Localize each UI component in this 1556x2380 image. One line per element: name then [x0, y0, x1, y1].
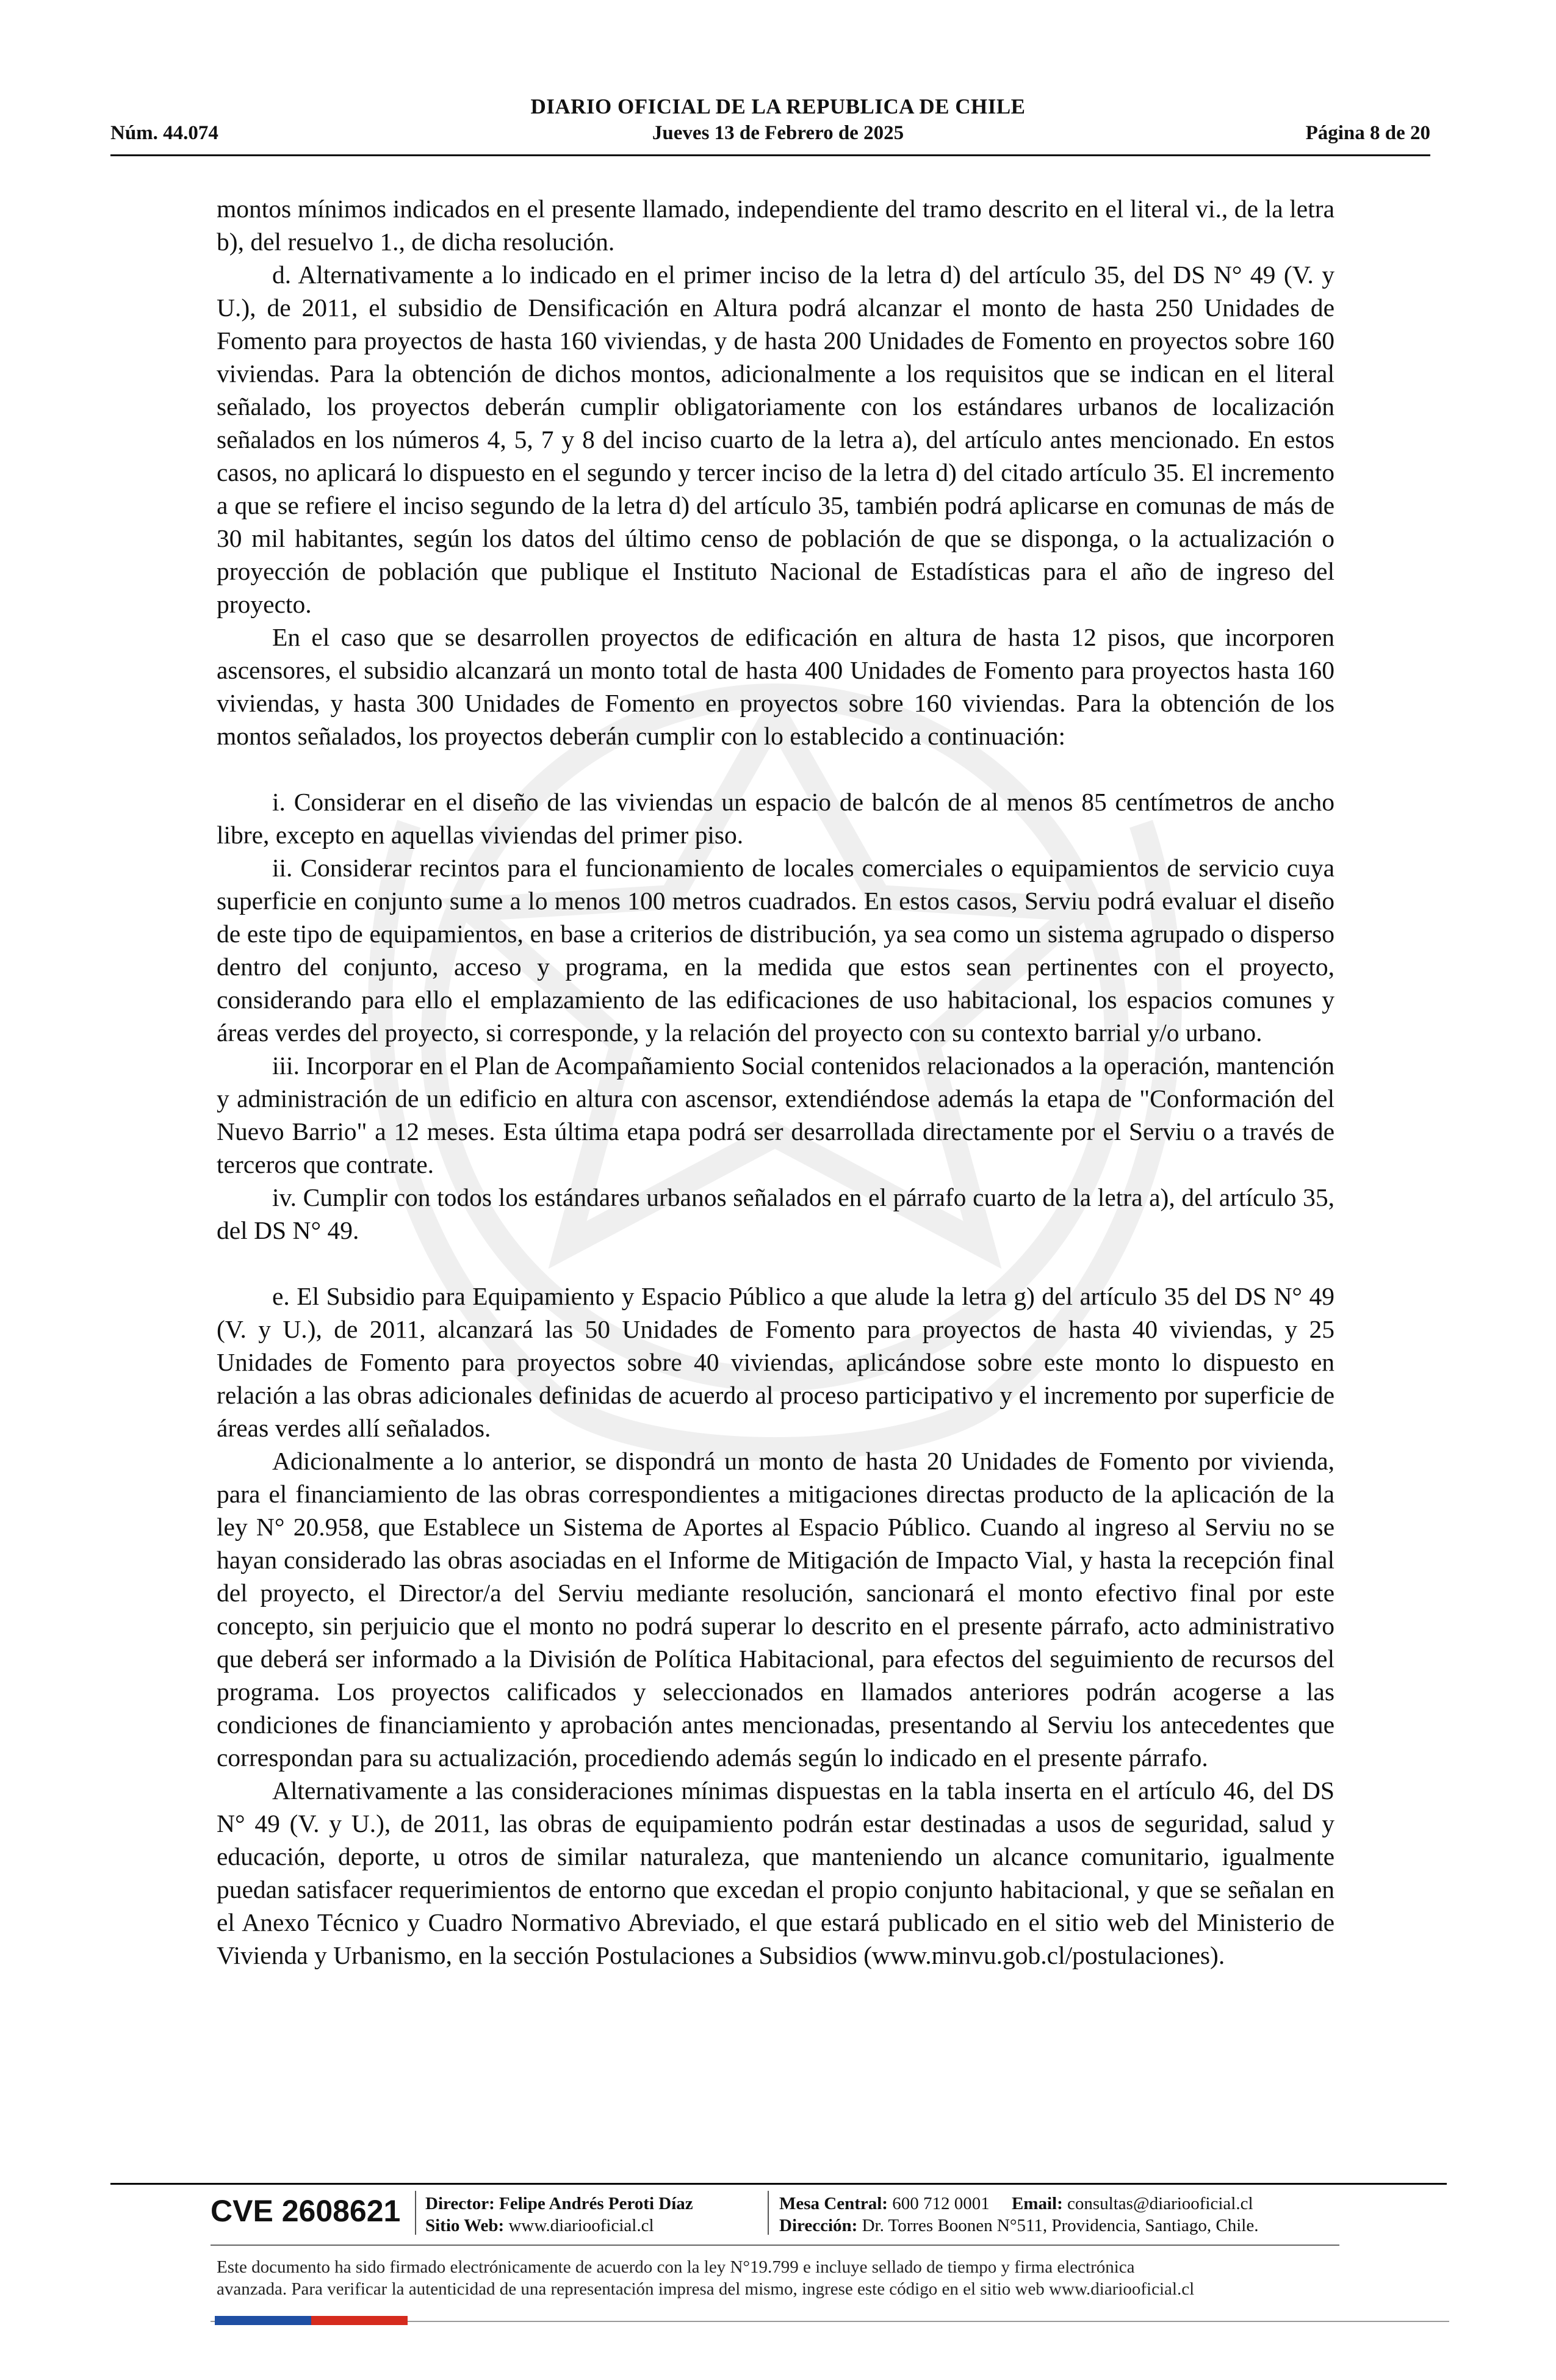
legal-line-2: avanzada. Para verificar la autenticidad de una representación impresa del mismo, ingrese este código en el sitio web www.diariooficial.cl [217, 2279, 1195, 2299]
paragraph-continuation: montos mínimos indicados en el presente llamado, independiente del tramo descrito en el literal vi., de la letra b), del resuelvo 1., de dicha resolución. [217, 195, 1334, 256]
cve-code: CVE 2608621 [211, 2194, 401, 2228]
header-divider [110, 154, 1430, 156]
email-link[interactable]: consultas@diariooficial.cl [1067, 2194, 1253, 2213]
phone-label: Mesa Central: [779, 2194, 888, 2213]
footer-separator [415, 2191, 416, 2235]
issue-number: Núm. 44.074 [110, 122, 218, 144]
flag-red-segment [311, 2316, 408, 2325]
website-link[interactable]: www.diariooficial.cl [508, 2216, 654, 2235]
newspaper-title: DIARIO OFICIAL DE LA REPUBLICA DE CHILE [530, 95, 1026, 118]
legal-divider [211, 2245, 1339, 2246]
footer-divider [110, 2183, 1447, 2185]
chile-flag-stripe [215, 2316, 408, 2325]
footer-separator [768, 2191, 769, 2235]
address-label: Dirección: [779, 2216, 858, 2235]
page-number: Página 8 de 20 [1305, 122, 1430, 144]
list-item-ii: ii. Considerar recintos para el funcionamiento de locales comerciales o equipamientos de servicio cuya superficie en conjunto sume a lo menos 100 metros cuadrados. En estos casos, Serviu podrá evaluar el diseño de este tipo de equipamientos, en base a criterios de distribución, ya sea como un sistema agrupado o disperso dentro del conjunto, acceso y programa, en la medida que estos sean pertinentes con el proyecto, considerando para ello el emplazamiento de las edificaciones de uso habitacional, los espacios comunes y áreas verdes del proyecto, si corresponde, y la relación del proyecto con su contexto barrial y/o urbano. [217, 854, 1334, 1047]
footer-director-block [425, 2193, 693, 2237]
footer-contact-block [779, 2193, 1258, 2237]
list-item-iii: iii. Incorporar en el Plan de Acompañamiento Social contenidos relacionados a la operación, mantención y administración de un edificio en altura con ascensor, extendiéndose además la etapa de "Conformación del Nuevo Barrio" a 12 meses. Esta última etapa podrá ser desarrollada directamente por el Serviu o a través de terceros que contrate. [217, 1051, 1334, 1178]
email-label: Email: [1011, 2194, 1063, 2213]
flag-blue-segment [215, 2316, 311, 2325]
paragraph-letter-d: d. Alternativamente a lo indicado en el primer inciso de la letra d) del artículo 35, del DS N° 49 (V. y U.), de 2011, el subsidio de Densificación en Altura podrá alcanzar el monto de hasta 250 Unidades de Fomento para proyectos de hasta 160 viviendas, y de hasta 200 Unidades de Fomento en proyectos sobre 160 viviendas. Para la obtención de dichos montos, adicionalmente a los requisitos que se indican en el literal señalado, los proyectos deberán cumplir obligatoriamente con los estándares urbanos de localización señalados en los números 4, 5, 7 y 8 del inciso cuarto de la letra a), del artículo antes mencionado. En estos casos, no aplicará lo dispuesto en el segundo y tercer inciso de la letra d) del citado artículo 35. El incremento a que se refiere el inciso segundo de la letra d) del artículo 35, también podrá aplicarse en comunas de más de 30 mil habitantes, según los datos del último censo de población de que se disponga, o la actualización o proyección de población que publique el Instituto Nacional de Estadísticas para el año de ingreso del proyecto. [217, 261, 1334, 618]
list-item-i: i. Considerar en el diseño de las viviendas un espacio de balcón de al menos 85 centímetros de ancho libre, excepto en aquellas viviendas del primer piso. [217, 788, 1334, 849]
director-name: Felipe Andrés Peroti Díaz [499, 2194, 693, 2213]
director-label: Director: [425, 2194, 495, 2213]
website-label: Sitio Web: [425, 2216, 505, 2235]
publication-date: Jueves 13 de Febrero de 2025 [652, 122, 904, 144]
legal-notice [217, 2256, 1334, 2300]
document-body [217, 192, 1334, 1972]
paragraph-letter-e: e. El Subsidio para Equipamiento y Espacio Público a que alude la letra g) del artículo 35 del DS N° 49 (V. y U.), de 2011, alcanzará las 50 Unidades de Fomento para proyectos de hasta 40 viviendas, y 25 Unidades de Fomento para proyectos sobre 40 viviendas, aplicándose sobre este monto lo dispuesto en relación a las obras adicionales definidas de acuerdo al proceso participativo y el incremento por superficie de áreas verdes allí señalados. [217, 1282, 1334, 1442]
legal-line-1: Este documento ha sido firmado electrónicamente de acuerdo con la ley N°19.799 e incluye sellado de tiempo y firma electrónica [217, 2257, 1135, 2277]
paragraph-mitigation: Adicionalmente a lo anterior, se dispondrá un monto de hasta 20 Unidades de Fomento por vivienda, para el financiamiento de las obras correspondientes a mitigaciones directas producto de la aplicación de la ley N° 20.958, que Establece un Sistema de Aportes al Espacio Público. Cuando al ingreso al Serviu no se hayan considerado las obras asociadas en el Informe de Mitigación de Impacto Vial, y hasta la recepción final del proyecto, el Director/a del Serviu mediante resolución, sancionará el monto efectivo final por este concepto, sin perjuicio que el monto no podrá superar lo descrito en el presente párrafo, acto administrativo que deberá ser informado a la División de Política Habitacional, para efectos del seguimiento de recursos del programa. Los proyectos calificados y seleccionados en llamados anteriores podrán acogerse a las condiciones de financiamiento y aprobación antes mencionadas, presentando al Serviu los antecedentes que correspondan para su actualización, procediendo además según lo indicado en el presente párrafo. [217, 1447, 1334, 1772]
paragraph-height-buildings: En el caso que se desarrollen proyectos de edificación en altura de hasta 12 pisos, que incorporen ascensores, el subsidio alcanzará un monto total de hasta 400 Unidades de Fomento para proyectos hasta 160 viviendas, y hasta 300 Unidades de Fomento en proyectos sobre 160 viviendas. Para la obtención de los montos señalados, los proyectos deberán cumplir con lo establecido a continuación: [217, 623, 1334, 750]
address-text: Dr. Torres Boonen N°511, Providencia, Santiago, Chile. [862, 2216, 1259, 2235]
paragraph-alternative-uses: Alternativamente a las consideraciones mínimas dispuestas en la tabla inserta en el artículo 46, del DS N° 49 (V. y U.), de 2011, las obras de equipamiento podrán estar destinadas a usos de seguridad, salud y educación, deporte, u otros de similar naturaleza, que manteniendo un alcance comunitario, igualmente puedan satisfacer requerimientos de entorno que excedan el propio conjunto habitacional, y que se señalan en el Anexo Técnico y Cuadro Normativo Abreviado, el que estará publicado en el sitio web del Ministerio de Vivienda y Urbanismo, en la sección Postulaciones a Subsidios (www.minvu.gob.cl/postulaciones). [217, 1776, 1334, 1969]
list-item-iv: iv. Cumplir con todos los estándares urbanos señalados en el párrafo cuarto de la letra a), del artículo 35, del DS N° 49. [217, 1183, 1334, 1244]
phone-number: 600 712 0001 [892, 2194, 990, 2213]
